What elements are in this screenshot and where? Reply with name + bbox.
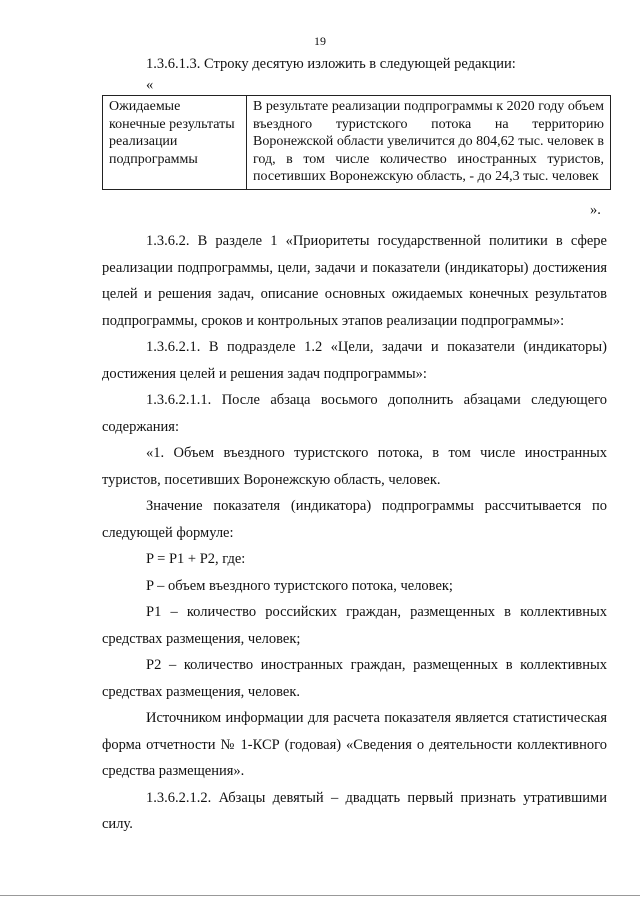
page-bottom-rule bbox=[0, 895, 640, 896]
amendment-heading: 1.3.6.1.3. Строку десятую изложить в следующей редакции: bbox=[146, 56, 516, 72]
table-cell-label: Ожидаемые конечные результаты реализации подпрограммы bbox=[103, 96, 247, 190]
paragraph-p-definition: P – объем въездного туристского потока, человек; bbox=[146, 577, 453, 594]
paragraph-section-1-3-6-2: 1.3.6.2. В разделе 1 «Приоритеты государственной политики в сфере реализации подпрограммы, цели, задачи и показатели (индикаторы) достижения целей и решения задач, описание основных ожидаемых конечных результатов подпрограммы, сроков и контрольных этапов реализации подпрограммы»: bbox=[102, 233, 607, 329]
expected-results-table bbox=[102, 95, 611, 190]
close-quote: ». bbox=[590, 202, 601, 218]
open-quote: « bbox=[146, 77, 154, 93]
paragraph-subsection-1-2: 1.3.6.2.1. В подразделе 1.2 «Цели, задачи и показатели (индикаторы) достижения целей и решения задач подпрограммы»: bbox=[102, 339, 607, 382]
paragraph-data-source: Источником информации для расчета показателя является статистическая форма отчетности № 1-КСР (годовая) «Сведения о деятельности коллективного средства размещения». bbox=[102, 710, 607, 779]
paragraph-repeal: 1.3.6.2.1.2. Абзацы девятый – двадцать первый признать утратившими силу. bbox=[102, 789, 607, 832]
paragraph-p2-definition: P2 – количество иностранных граждан, размещенных в коллективных средствах размещения, человек. bbox=[102, 657, 607, 700]
paragraph-after-eighth: 1.3.6.2.1.1. После абзаца восьмого дополнить абзацами следующего содержания: bbox=[102, 392, 607, 435]
paragraph-p1-definition: P1 – количество российских граждан, размещенных в коллективных средствах размещения, человек; bbox=[102, 604, 607, 647]
paragraph-indicator-1: «1. Объем въездного туристского потока, в том числе иностранных туристов, посетивших Воронежскую область, человек. bbox=[102, 445, 607, 488]
document-body bbox=[102, 228, 607, 838]
table-row bbox=[103, 96, 611, 190]
paragraph-formula-intro: Значение показателя (индикатора) подпрограммы рассчитывается по следующей формуле: bbox=[102, 498, 607, 541]
table-cell-value: В результате реализации подпрограммы к 2020 году объем въездного туристского потока на территорию Воронежской области увеличится до 804,62 тыс. человек в год, в том числе количество иностранных туристов, посетивших Воронежскую область, - до 24,3 тыс. человек bbox=[247, 96, 611, 190]
page-number: 19 bbox=[314, 34, 326, 48]
paragraph-formula: P = P1 + P2, где: bbox=[146, 551, 246, 567]
